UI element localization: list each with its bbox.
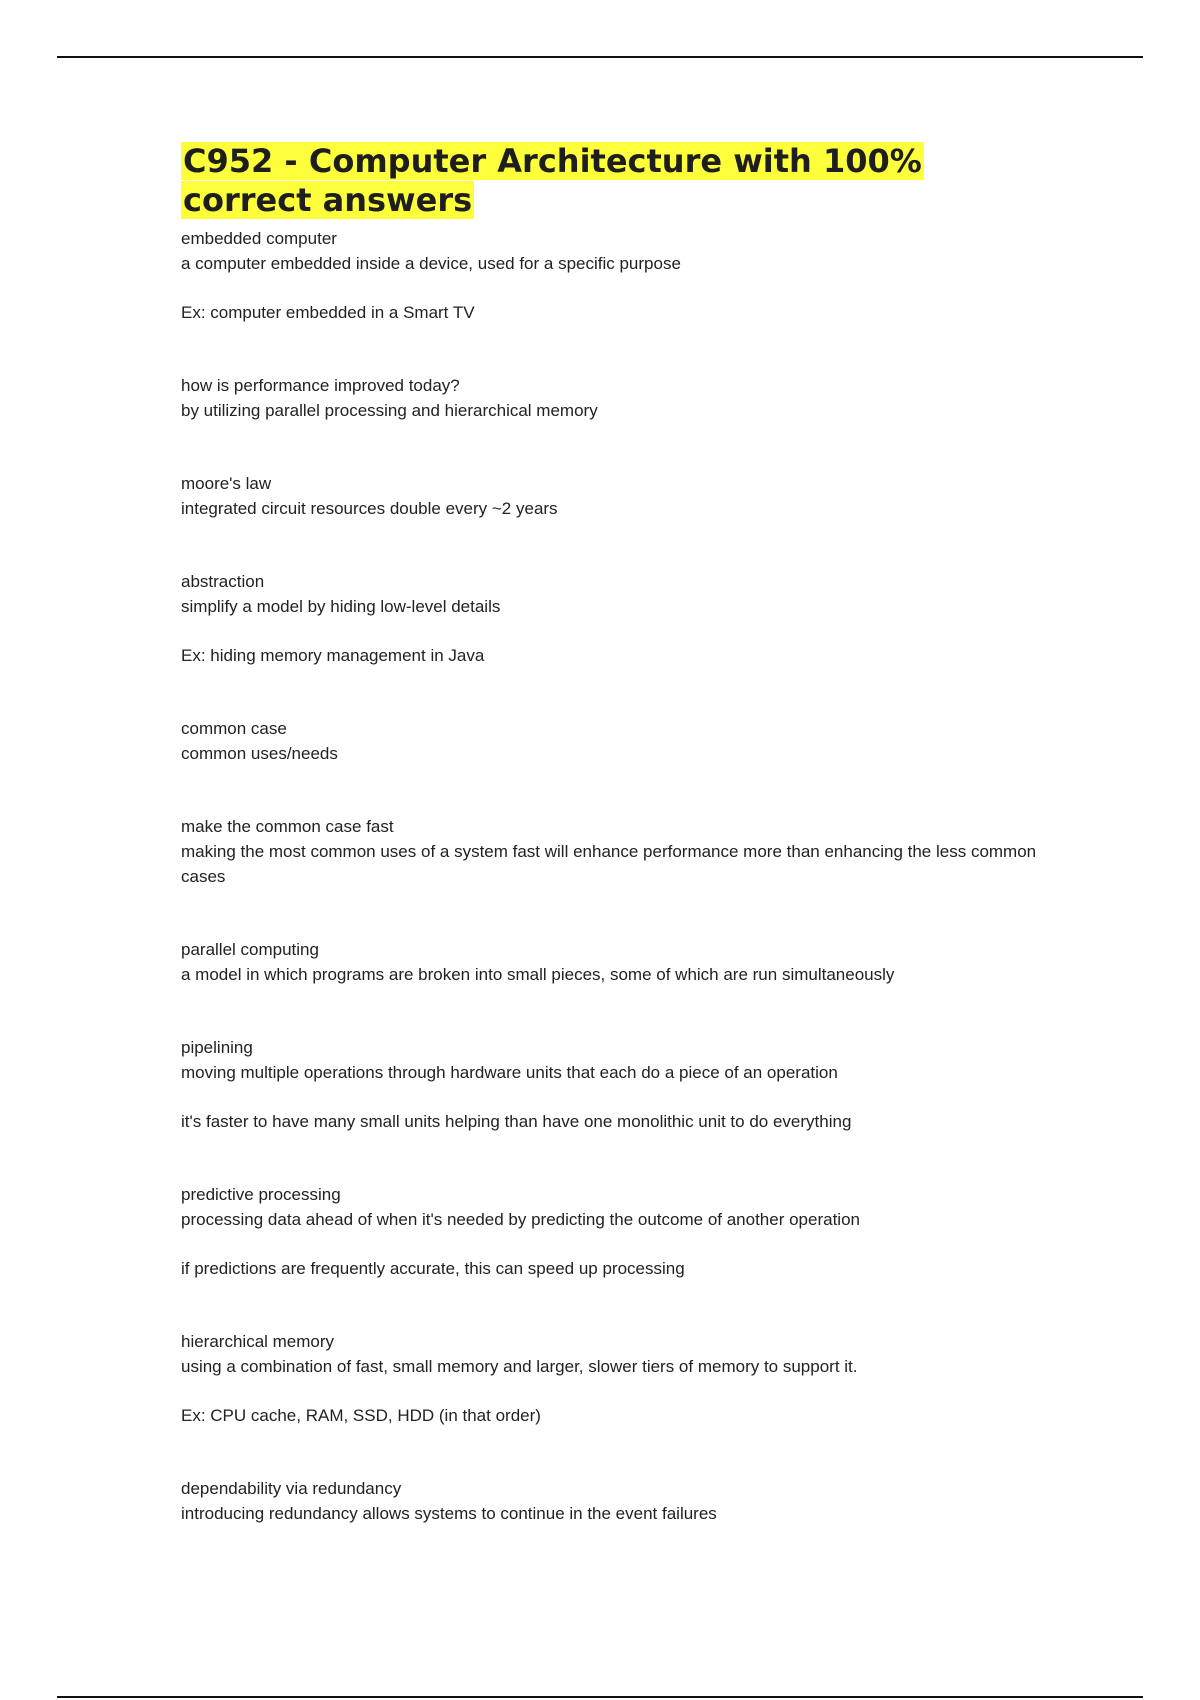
note: it's faster to have many small units helping than have one monolithic unit to do everything — [181, 1112, 852, 1131]
term: moore's law — [181, 474, 272, 493]
qa-entry — [181, 716, 1041, 766]
definition: a computer embedded inside a device, used for a specific purpose — [181, 254, 681, 273]
qa-entry — [181, 569, 1041, 668]
qa-entry — [181, 471, 1041, 521]
term: hierarchical memory — [181, 1332, 335, 1351]
term: embedded computer — [181, 229, 337, 248]
term: how is performance improved today? — [181, 376, 460, 395]
qa-entry — [181, 937, 1041, 987]
definition: using a combination of fast, small memory and larger, slower tiers of memory to support it. — [181, 1357, 858, 1376]
term: dependability via redundancy — [181, 1479, 402, 1498]
qa-entry — [181, 373, 1041, 423]
term: abstraction — [181, 572, 265, 591]
note: if predictions are frequently accurate, this can speed up processing — [181, 1259, 685, 1278]
page-title — [181, 142, 1041, 220]
definition: processing data ahead of when it's needed by predicting the outcome of another operation — [181, 1210, 860, 1229]
term: make the common case fast — [181, 817, 394, 836]
title-highlight: C952 - Computer Architecture with 100% — [183, 142, 922, 180]
term: common case — [181, 719, 287, 738]
note: Ex: computer embedded in a Smart TV — [181, 303, 475, 322]
definition: by utilizing parallel processing and hierarchical memory — [181, 401, 598, 420]
note: Ex: CPU cache, RAM, SSD, HDD (in that order) — [181, 1406, 541, 1425]
note: Ex: hiding memory management in Java — [181, 646, 485, 665]
definition: introducing redundancy allows systems to continue in the event failures — [181, 1504, 717, 1523]
term: pipelining — [181, 1038, 253, 1057]
term: predictive processing — [181, 1185, 341, 1204]
definition: common uses/needs — [181, 744, 338, 763]
top-rule — [57, 56, 1143, 58]
qa-entry — [181, 1035, 1041, 1134]
bottom-rule — [57, 1696, 1143, 1698]
definition: a model in which programs are broken into small pieces, some of which are run simultaneously — [181, 965, 895, 984]
definition: moving multiple operations through hardware units that each do a piece of an operation — [181, 1063, 838, 1082]
definition: making the most common uses of a system fast will enhance performance more than enhancing the less common cases — [181, 842, 1037, 886]
title-highlight: correct answers — [183, 181, 473, 219]
term: parallel computing — [181, 940, 319, 959]
qa-entry — [181, 1182, 1041, 1281]
definition: integrated circuit resources double every ~2 years — [181, 499, 558, 518]
definition: simplify a model by hiding low-level details — [181, 597, 501, 616]
qa-entry — [181, 814, 1041, 889]
qa-entry — [181, 1476, 1041, 1526]
qa-entry — [181, 226, 1041, 325]
document-body — [181, 142, 1041, 1526]
qa-entry — [181, 1329, 1041, 1428]
